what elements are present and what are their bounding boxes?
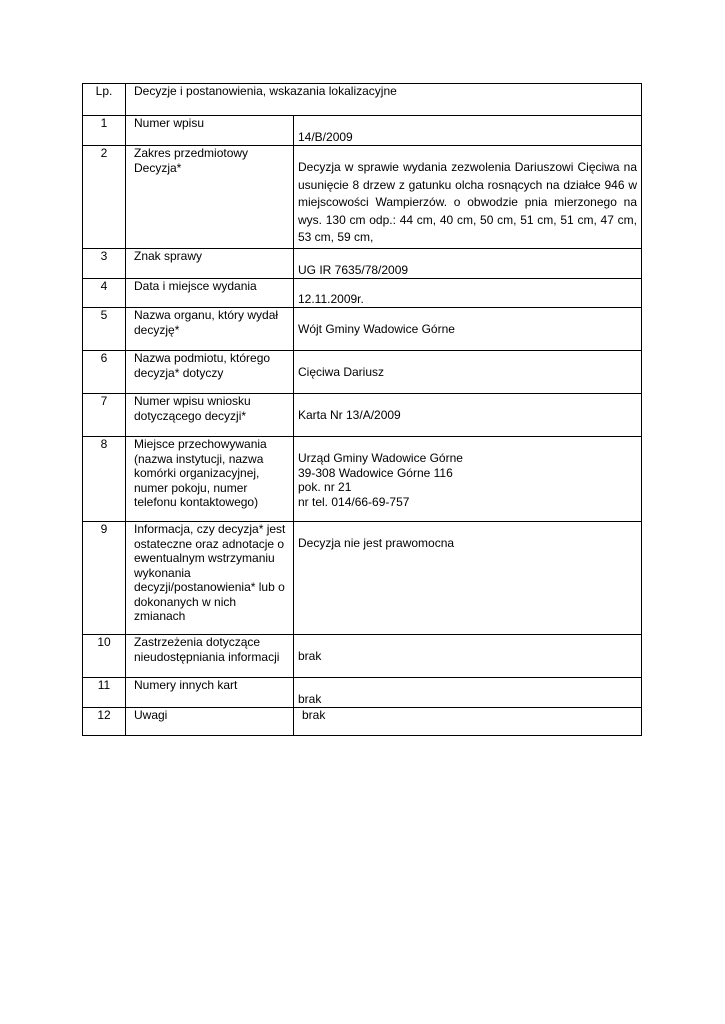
- table-row: [83, 279, 642, 308]
- table-row: [83, 635, 642, 678]
- row-value: Urząd Gminy Wadowice Górne 39-308 Wadowice Górne 116 pok. nr 21 nr tel. 014/66-69-757: [294, 437, 642, 522]
- row-value: Decyzja w sprawie wydania zezwolenia Dariuszowi Cięciwa na usunięcie 8 drzew z gatunku olcha rosnących na działce 946 w miejscowości Wampierzów. o obwodzie pnia mierzonego na wys. 130 cm odp.: 44 cm, 40 cm, 50 cm, 51 cm, 51 cm, 47 cm, 53 cm, 59 cm,: [294, 146, 642, 249]
- row-label: Nazwa organu, który wydał decyzję*: [126, 308, 294, 351]
- row-number: 11: [83, 678, 126, 708]
- row-label: Numer wpisu wniosku dotyczącego decyzji*: [126, 394, 294, 437]
- row-label: Uwagi: [126, 708, 294, 736]
- header-title: Decyzje i postanowienia, wskazania lokalizacyjne: [126, 84, 642, 116]
- row-value: Wójt Gminy Wadowice Górne: [294, 308, 642, 351]
- row-label: Znak sprawy: [126, 249, 294, 279]
- row-label: Miejsce przechowywania (nazwa instytucji, nazwa komórki organizacyjnej, numer pokoju, numer telefonu kontaktowego): [126, 437, 294, 522]
- row-value: 12.11.2009r.: [294, 279, 642, 308]
- table-header-row: [83, 84, 642, 116]
- row-number: 10: [83, 635, 126, 678]
- row-value: Cięciwa Dariusz: [294, 351, 642, 394]
- row-value: UG IR 7635/78/2009: [294, 249, 642, 279]
- row-number: 3: [83, 249, 126, 279]
- table-row: [83, 678, 642, 708]
- row-label: Zakres przedmiotowy Decyzja*: [126, 146, 294, 249]
- row-number: 7: [83, 394, 126, 437]
- row-value: 14/B/2009: [294, 116, 642, 146]
- row-number: 12: [83, 708, 126, 736]
- row-value: brak: [294, 708, 642, 736]
- row-label: Numery innych kart: [126, 678, 294, 708]
- table-row: [83, 249, 642, 279]
- row-value: brak: [294, 678, 642, 708]
- row-number: 6: [83, 351, 126, 394]
- row-value: Karta Nr 13/A/2009: [294, 394, 642, 437]
- table-row: [83, 146, 642, 249]
- row-number: 5: [83, 308, 126, 351]
- header-lp: Lp.: [83, 84, 126, 116]
- row-number: 8: [83, 437, 126, 522]
- row-number: 1: [83, 116, 126, 146]
- row-label: Informacja, czy decyzja* jest ostateczne oraz adnotacje o ewentualnym wstrzymaniu wykonania decyzji/postanowienia* lub o dokonanych w nich zmianach: [126, 522, 294, 635]
- table-row: [83, 522, 642, 635]
- row-label: Data i miejsce wydania: [126, 279, 294, 308]
- row-number: 2: [83, 146, 126, 249]
- row-number: 9: [83, 522, 126, 635]
- row-value: brak: [294, 635, 642, 678]
- row-label: Nazwa podmiotu, którego decyzja* dotyczy: [126, 351, 294, 394]
- row-label: Numer wpisu: [126, 116, 294, 146]
- table-row: [83, 116, 642, 146]
- table-row: [83, 437, 642, 522]
- table-row: [83, 351, 642, 394]
- row-label: Zastrzeżenia dotyczące nieudostępniania informacji: [126, 635, 294, 678]
- row-number: 4: [83, 279, 126, 308]
- table-row: [83, 308, 642, 351]
- decision-record-table: [82, 83, 642, 736]
- row-value: Decyzja nie jest prawomocna: [294, 522, 642, 635]
- table-row: [83, 708, 642, 736]
- table-row: [83, 394, 642, 437]
